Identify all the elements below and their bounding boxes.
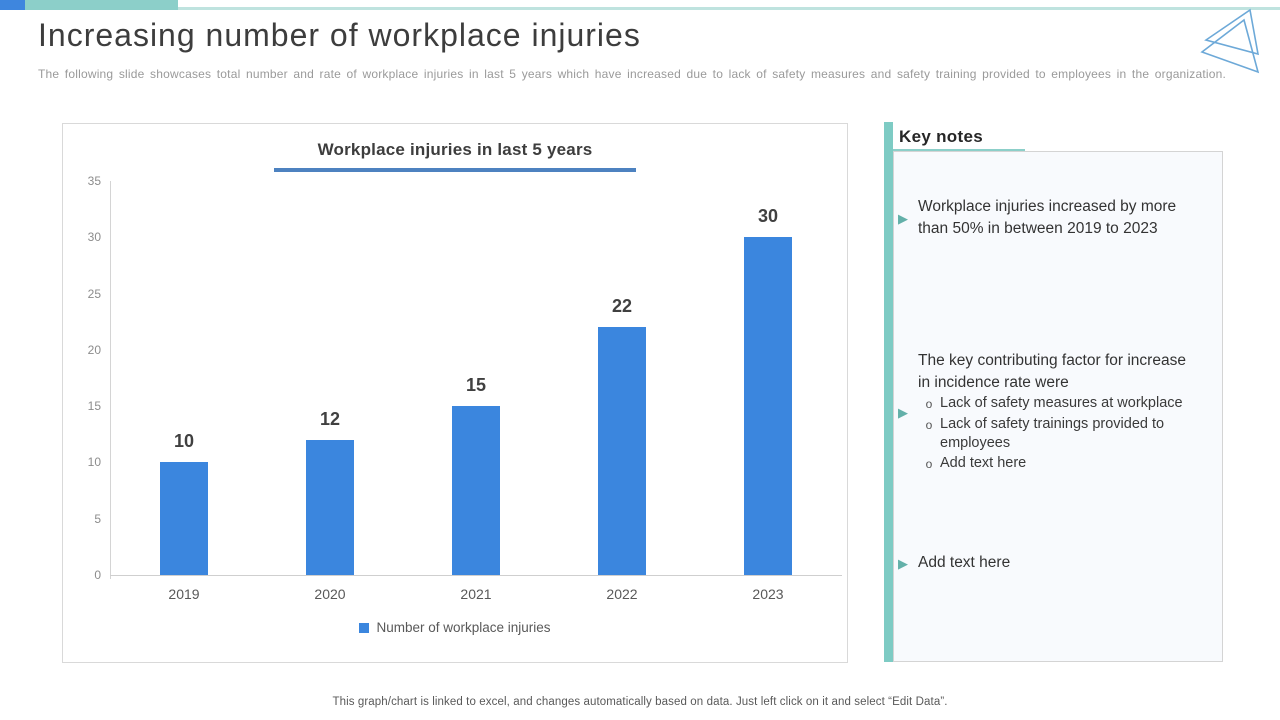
bullet-triangle-icon: ▶ xyxy=(898,404,908,420)
bar-value-label: 10 xyxy=(173,431,195,452)
key-notes-accent-bar xyxy=(884,122,893,662)
sub-bullet-text: Lack of safety measures at workplace xyxy=(940,395,1183,411)
bar-slot xyxy=(403,181,549,575)
key-notes-sub-bullet xyxy=(918,415,1196,454)
y-axis-tick-label: 0 xyxy=(94,568,101,582)
y-axis-tick-label: 25 xyxy=(87,286,101,301)
top-strip-line xyxy=(178,7,1280,10)
page-subtitle: The following slide showcases total number and rate of workplace injuries in last 5 years which have increased due to lack of safety measures and safety training provided to employees in the organization. xyxy=(38,67,1227,81)
key-notes-panel xyxy=(893,151,1223,662)
chart-canvas[interactable] xyxy=(62,123,848,663)
bar-slot xyxy=(549,181,695,575)
top-strip-blue-segment xyxy=(0,0,25,10)
bullet-triangle-icon: ▶ xyxy=(898,555,908,571)
key-notes-sub-bullet xyxy=(918,454,1196,475)
bullet-triangle-icon: ▶ xyxy=(898,210,908,226)
circle-bullet-icon: o xyxy=(925,397,933,411)
chart-legend xyxy=(63,620,847,635)
legend-label: Number of workplace injuries xyxy=(376,620,551,635)
y-axis xyxy=(69,174,101,582)
circle-bullet-icon: o xyxy=(925,417,933,432)
bar-2022[interactable] xyxy=(598,327,646,575)
bar-2019[interactable] xyxy=(160,462,208,575)
bar-slot xyxy=(111,181,257,575)
bar-value-label: 30 xyxy=(757,206,779,227)
legend-swatch xyxy=(359,623,369,633)
y-axis-tick-label: 5 xyxy=(94,511,101,526)
bar-value-label: 12 xyxy=(319,408,341,429)
top-strip-teal-segment xyxy=(25,0,178,10)
y-axis-tick-label: 10 xyxy=(87,455,101,470)
y-axis-tick-label: 30 xyxy=(87,230,101,245)
y-axis-tick-label: 35 xyxy=(87,174,101,188)
bar-value-label: 15 xyxy=(465,375,487,396)
key-notes-bullet-2 xyxy=(898,350,1212,474)
y-axis-tick-label: 15 xyxy=(87,399,101,414)
x-axis-label: 2022 xyxy=(606,586,638,602)
circle-bullet-icon: o xyxy=(925,456,933,471)
sub-bullet-text: Add text here xyxy=(940,454,1027,471)
bar-value-label: 22 xyxy=(611,296,633,317)
sub-bullet-text: Lack of safety trainings provided to employees xyxy=(940,415,1165,451)
x-axis-line xyxy=(110,575,842,576)
key-notes-sub-bullet xyxy=(918,394,1196,415)
x-axis-label: 2021 xyxy=(460,586,492,602)
key-notes-bullet-lead: The key contributing factor for increase in incidence rate were xyxy=(918,352,1186,391)
x-axis xyxy=(111,586,841,602)
bar-2023[interactable] xyxy=(744,237,792,575)
page-title: Increasing number of workplace injuries xyxy=(38,17,641,53)
key-notes-sub-list xyxy=(918,394,1196,474)
bar-2021[interactable] xyxy=(452,406,500,575)
footer-note: This graph/chart is linked to excel, and changes automatically based on data. Just left click on it and select “Edit Data”. xyxy=(332,696,948,708)
y-axis-tick-label: 20 xyxy=(87,342,101,357)
key-notes-bullet-text: Add text here xyxy=(918,554,1011,571)
key-notes-bullet-1 xyxy=(898,196,1212,240)
key-notes-bullet-text xyxy=(918,350,1196,474)
bar-slot xyxy=(257,181,403,575)
x-axis-label: 2019 xyxy=(168,586,200,602)
chart-title: Workplace injuries in last 5 years xyxy=(317,140,593,159)
bar-2020[interactable] xyxy=(306,440,354,575)
key-notes-heading: Key notes xyxy=(899,127,983,146)
key-notes-bullet-text: Workplace injuries increased by more than 50% in between 2019 to 2023 xyxy=(918,198,1177,237)
chart-title-underline xyxy=(274,168,636,172)
key-notes-bullet-3 xyxy=(898,552,1212,574)
x-axis-label: 2023 xyxy=(752,586,784,602)
bar-slot xyxy=(695,181,841,575)
bars-area xyxy=(111,181,841,575)
x-axis-label: 2020 xyxy=(314,586,346,602)
